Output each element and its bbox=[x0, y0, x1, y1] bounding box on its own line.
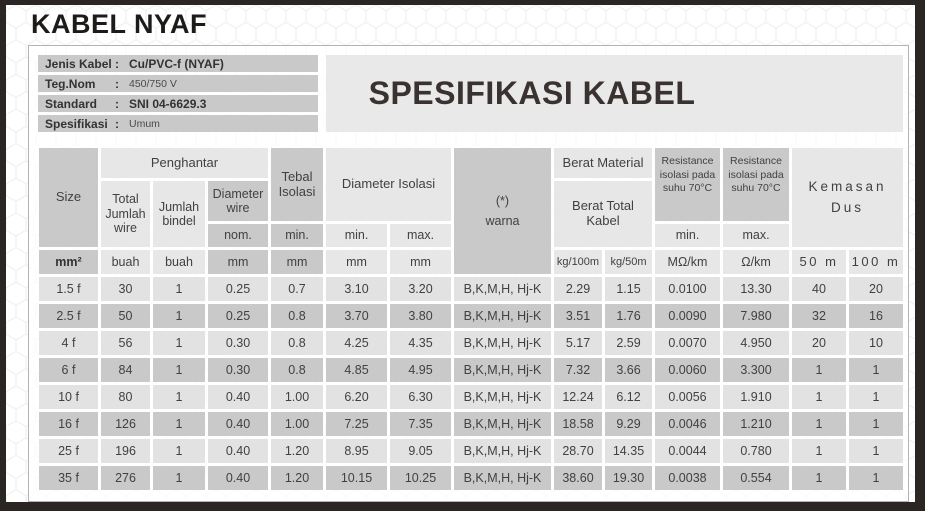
spec-cell-r2-c13: 32 bbox=[792, 304, 846, 328]
spec-cell-r7-c6: 8.95 bbox=[326, 439, 387, 463]
unit-kemasan-100m: 100 m bbox=[849, 250, 903, 274]
header-warna-mark: (*) bbox=[495, 194, 510, 208]
header-jumlah-bindel: Jumlah bindel bbox=[153, 181, 205, 247]
spec-cell-r6-c11: 0.0046 bbox=[655, 412, 720, 436]
info-row-teg-nom bbox=[38, 75, 318, 92]
unit-berat-100m: kg/100m bbox=[554, 250, 602, 274]
spec-cell-r6-c9: 18.58 bbox=[554, 412, 602, 436]
spec-cell-r7-c9: 28.70 bbox=[554, 439, 602, 463]
unit-diameter-isolasi-max: mm bbox=[390, 250, 451, 274]
header-resistance-isolasi-min: Resistance isolasi pada suhu 70°C bbox=[655, 148, 720, 221]
spec-cell-r8-c10: 19.30 bbox=[605, 466, 652, 490]
spec-cell-r4-c10: 3.66 bbox=[605, 358, 652, 382]
spec-cell-r5-c10: 6.12 bbox=[605, 385, 652, 409]
spec-cell-r4-c12: 3.300 bbox=[723, 358, 789, 382]
spec-cell-r3-c10: 2.59 bbox=[605, 331, 652, 355]
header-kemasan: Kemasan bbox=[808, 179, 887, 195]
spec-cell-r2-c12: 7.980 bbox=[723, 304, 789, 328]
header-total-jumlah-wire: Total Jumlah wire bbox=[101, 181, 150, 247]
spec-cell-r1-c11: 0.0100 bbox=[655, 277, 720, 301]
unit-tebal-isolasi: mm bbox=[271, 250, 323, 274]
info-colon: : bbox=[115, 56, 119, 71]
spec-cell-r3-c1: 4 f bbox=[39, 331, 98, 355]
spec-cell-r6-c1: 16 f bbox=[39, 412, 98, 436]
header-diameter-isolasi-min: min. bbox=[326, 224, 387, 247]
info-label: Spesifikasi bbox=[45, 116, 108, 131]
spec-cell-r7-c5: 1.20 bbox=[271, 439, 323, 463]
spec-cell-r4-c8: B,K,M,H, Hj-K bbox=[454, 358, 551, 382]
spec-cell-r4-c1: 6 f bbox=[39, 358, 98, 382]
info-colon: : bbox=[115, 96, 119, 111]
unit-diameter-wire: mm bbox=[208, 250, 268, 274]
spec-cell-r6-c4: 0.40 bbox=[208, 412, 268, 436]
unit-kemasan-50m: 50 m bbox=[792, 250, 846, 274]
header-diameter-isolasi: Diameter Isolasi bbox=[326, 148, 451, 221]
spec-cell-r6-c5: 1.00 bbox=[271, 412, 323, 436]
header-size: Size bbox=[39, 148, 98, 247]
spec-cell-r7-c14: 1 bbox=[849, 439, 903, 463]
spec-cell-r1-c5: 0.7 bbox=[271, 277, 323, 301]
spec-cell-r1-c1: 1.5 f bbox=[39, 277, 98, 301]
spec-cell-r6-c12: 1.210 bbox=[723, 412, 789, 436]
content-panel bbox=[28, 45, 909, 502]
spec-cell-r6-c8: B,K,M,H, Hj-K bbox=[454, 412, 551, 436]
spec-cell-r5-c11: 0.0056 bbox=[655, 385, 720, 409]
header-tebal-isolasi-min: min. bbox=[271, 224, 323, 247]
spec-cell-r7-c7: 9.05 bbox=[390, 439, 451, 463]
info-colon: : bbox=[115, 116, 119, 131]
spec-cell-r6-c3: 1 bbox=[153, 412, 205, 436]
spec-cell-r4-c6: 4.85 bbox=[326, 358, 387, 382]
spec-cell-r8-c14: 1 bbox=[849, 466, 903, 490]
header-resistance-max: max. bbox=[723, 224, 789, 247]
header-resistance-isolasi-max: Resistance isolasi pada suhu 70°C bbox=[723, 148, 789, 221]
spec-cell-r4-c5: 0.8 bbox=[271, 358, 323, 382]
spec-cell-r1-c10: 1.15 bbox=[605, 277, 652, 301]
spec-cell-r7-c12: 0.780 bbox=[723, 439, 789, 463]
spec-cell-r3-c13: 20 bbox=[792, 331, 846, 355]
header-diameter-wire-nom: nom. bbox=[208, 224, 268, 247]
spec-cell-r8-c5: 1.20 bbox=[271, 466, 323, 490]
spec-cell-r6-c13: 1 bbox=[792, 412, 846, 436]
spec-cell-r4-c14: 1 bbox=[849, 358, 903, 382]
spec-cell-r6-c7: 7.35 bbox=[390, 412, 451, 436]
spec-cell-r8-c11: 0.0038 bbox=[655, 466, 720, 490]
spec-cell-r7-c1: 25 f bbox=[39, 439, 98, 463]
spec-cell-r4-c4: 0.30 bbox=[208, 358, 268, 382]
spec-cell-r7-c11: 0.0044 bbox=[655, 439, 720, 463]
spec-cell-r8-c8: B,K,M,H, Hj-K bbox=[454, 466, 551, 490]
spec-cell-r4-c11: 0.0060 bbox=[655, 358, 720, 382]
spec-cell-r6-c2: 126 bbox=[101, 412, 150, 436]
header-diameter-isolasi-max: max. bbox=[390, 224, 451, 247]
spec-cell-r4-c3: 1 bbox=[153, 358, 205, 382]
header-warna-label: warna bbox=[485, 214, 520, 228]
spec-cell-r7-c8: B,K,M,H, Hj-K bbox=[454, 439, 551, 463]
spec-cell-r5-c5: 1.00 bbox=[271, 385, 323, 409]
spec-cell-r3-c7: 4.35 bbox=[390, 331, 451, 355]
spec-cell-r1-c7: 3.20 bbox=[390, 277, 451, 301]
spec-cell-r2-c14: 16 bbox=[849, 304, 903, 328]
info-label: Standard bbox=[45, 96, 98, 111]
spec-cell-r6-c14: 1 bbox=[849, 412, 903, 436]
spec-cell-r8-c2: 276 bbox=[101, 466, 150, 490]
header-resistance-min: min. bbox=[655, 224, 720, 247]
info-row-jenis-kabel bbox=[38, 55, 318, 72]
header-kemasan-dus bbox=[792, 148, 903, 247]
spec-cell-r3-c4: 0.30 bbox=[208, 331, 268, 355]
spec-cell-r3-c11: 0.0070 bbox=[655, 331, 720, 355]
spec-cell-r2-c4: 0.25 bbox=[208, 304, 268, 328]
spec-cell-r3-c3: 1 bbox=[153, 331, 205, 355]
spec-cell-r3-c8: B,K,M,H, Hj-K bbox=[454, 331, 551, 355]
spec-cell-r8-c7: 10.25 bbox=[390, 466, 451, 490]
spec-cell-r2-c5: 0.8 bbox=[271, 304, 323, 328]
spec-cell-r2-c11: 0.0090 bbox=[655, 304, 720, 328]
spec-cell-r1-c4: 0.25 bbox=[208, 277, 268, 301]
spec-cell-r7-c2: 196 bbox=[101, 439, 150, 463]
spec-cell-r5-c14: 1 bbox=[849, 385, 903, 409]
spec-cell-r3-c2: 56 bbox=[101, 331, 150, 355]
spec-cell-r2-c8: B,K,M,H, Hj-K bbox=[454, 304, 551, 328]
info-row-spesifikasi bbox=[38, 115, 318, 132]
spec-cell-r5-c13: 1 bbox=[792, 385, 846, 409]
spec-cell-r1-c6: 3.10 bbox=[326, 277, 387, 301]
header-berat-total-kabel: Berat Total Kabel bbox=[554, 181, 652, 247]
spec-cell-r1-c12: 13.30 bbox=[723, 277, 789, 301]
spec-cell-r2-c10: 1.76 bbox=[605, 304, 652, 328]
unit-berat-50m: kg/50m bbox=[605, 250, 652, 274]
spec-cell-r5-c3: 1 bbox=[153, 385, 205, 409]
info-value: 450/750 V bbox=[129, 77, 177, 90]
spec-banner bbox=[326, 55, 903, 132]
spec-cell-r8-c12: 0.554 bbox=[723, 466, 789, 490]
header-tebal-isolasi: Tebal Isolasi bbox=[271, 148, 323, 221]
spec-cell-r5-c9: 12.24 bbox=[554, 385, 602, 409]
spec-cell-r4-c13: 1 bbox=[792, 358, 846, 382]
spec-cell-r6-c10: 9.29 bbox=[605, 412, 652, 436]
info-label: Teg.Nom bbox=[45, 76, 96, 91]
header-penghantar: Penghantar bbox=[101, 148, 268, 178]
header-diameter-wire: Diameter wire bbox=[208, 181, 268, 221]
spec-cell-r5-c8: B,K,M,H, Hj-K bbox=[454, 385, 551, 409]
spec-cell-r2-c9: 3.51 bbox=[554, 304, 602, 328]
page-title: KABEL NYAF bbox=[31, 9, 208, 39]
info-value: Umum bbox=[129, 117, 160, 130]
spec-cell-r7-c4: 0.40 bbox=[208, 439, 268, 463]
spec-cell-r5-c7: 6.30 bbox=[390, 385, 451, 409]
spec-cell-r7-c13: 1 bbox=[792, 439, 846, 463]
spec-cell-r5-c2: 80 bbox=[101, 385, 150, 409]
spec-cell-r8-c6: 10.15 bbox=[326, 466, 387, 490]
spec-cell-r3-c12: 4.950 bbox=[723, 331, 789, 355]
spec-cell-r1-c8: B,K,M,H, Hj-K bbox=[454, 277, 551, 301]
spec-cell-r1-c2: 30 bbox=[101, 277, 150, 301]
spec-table bbox=[39, 148, 903, 493]
unit-total-jumlah-wire: buah bbox=[101, 250, 150, 274]
spec-cell-r8-c4: 0.40 bbox=[208, 466, 268, 490]
info-value: SNI 04-6629.3 bbox=[129, 96, 207, 111]
spec-cell-r2-c3: 1 bbox=[153, 304, 205, 328]
spec-cell-r6-c6: 7.25 bbox=[326, 412, 387, 436]
unit-diameter-isolasi-min: mm bbox=[326, 250, 387, 274]
spec-cell-r5-c1: 10 f bbox=[39, 385, 98, 409]
unit-jumlah-bindel: buah bbox=[153, 250, 205, 274]
spec-cell-r8-c3: 1 bbox=[153, 466, 205, 490]
spec-cell-r8-c9: 38.60 bbox=[554, 466, 602, 490]
spec-cell-r5-c12: 1.910 bbox=[723, 385, 789, 409]
spec-cell-r2-c1: 2.5 f bbox=[39, 304, 98, 328]
info-row-standard bbox=[38, 95, 318, 112]
spec-cell-r3-c5: 0.8 bbox=[271, 331, 323, 355]
spec-cell-r1-c3: 1 bbox=[153, 277, 205, 301]
spec-cell-r7-c10: 14.35 bbox=[605, 439, 652, 463]
spec-cell-r3-c6: 4.25 bbox=[326, 331, 387, 355]
unit-size: mm² bbox=[39, 250, 98, 274]
info-label: Jenis Kabel bbox=[45, 56, 112, 71]
spec-cell-r4-c2: 84 bbox=[101, 358, 150, 382]
info-colon: : bbox=[115, 76, 119, 91]
spec-cell-r2-c7: 3.80 bbox=[390, 304, 451, 328]
header-dus: Dus bbox=[830, 199, 864, 215]
spec-cell-r7-c3: 1 bbox=[153, 439, 205, 463]
spec-cell-r5-c4: 0.40 bbox=[208, 385, 268, 409]
spec-cell-r5-c6: 6.20 bbox=[326, 385, 387, 409]
header-warna bbox=[454, 148, 551, 274]
spec-cell-r2-c6: 3.70 bbox=[326, 304, 387, 328]
spec-cell-r8-c1: 35 f bbox=[39, 466, 98, 490]
cable-info-box bbox=[38, 55, 318, 135]
spec-cell-r3-c9: 5.17 bbox=[554, 331, 602, 355]
spec-cell-r2-c2: 50 bbox=[101, 304, 150, 328]
spec-cell-r1-c14: 20 bbox=[849, 277, 903, 301]
spec-cell-r3-c14: 10 bbox=[849, 331, 903, 355]
spec-cell-r1-c13: 40 bbox=[792, 277, 846, 301]
unit-resistance-max: Ω/km bbox=[723, 250, 789, 274]
unit-resistance-min: MΩ/km bbox=[655, 250, 720, 274]
spec-cell-r4-c9: 7.32 bbox=[554, 358, 602, 382]
header-berat-material: Berat Material bbox=[554, 148, 652, 178]
spec-cell-r4-c7: 4.95 bbox=[390, 358, 451, 382]
spec-cell-r8-c13: 1 bbox=[792, 466, 846, 490]
info-value: Cu/PVC-f (NYAF) bbox=[129, 56, 224, 71]
spec-cell-r1-c9: 2.29 bbox=[554, 277, 602, 301]
spec-banner-title: SPESIFIKASI KABEL bbox=[368, 75, 696, 111]
